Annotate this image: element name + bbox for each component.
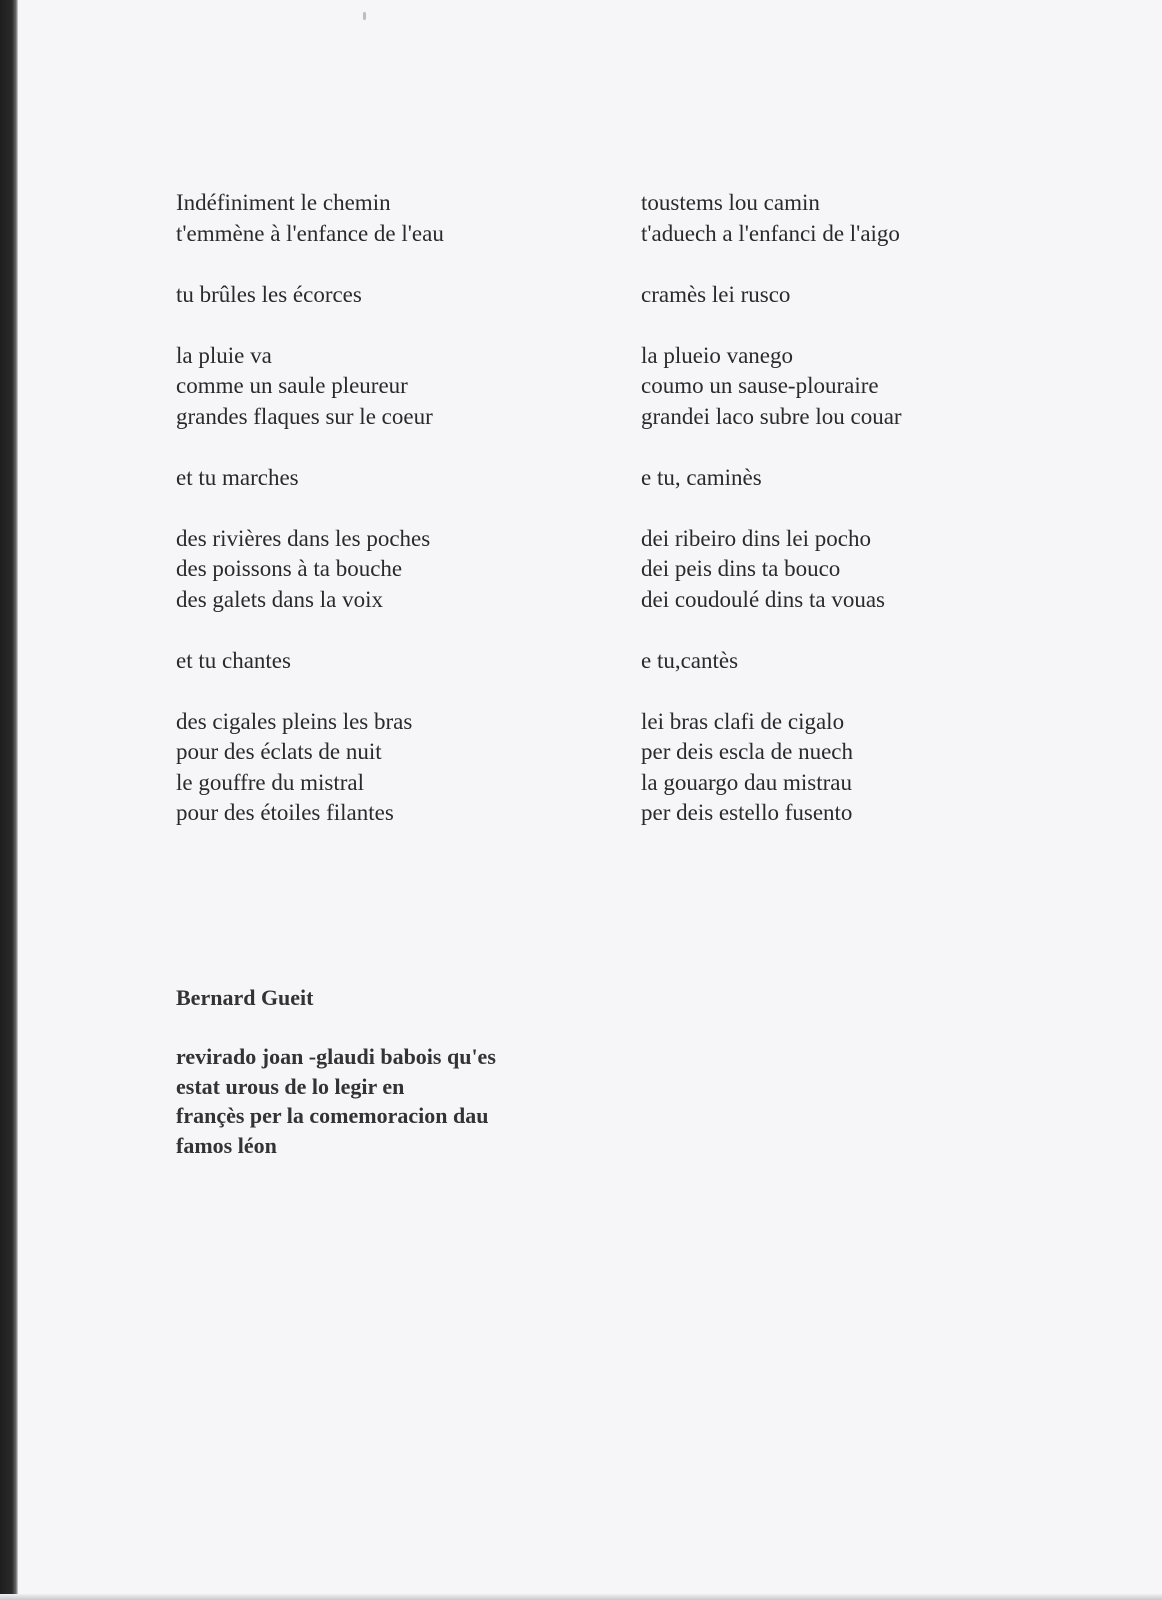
poem-column-french: [176, 188, 596, 829]
stanza: [641, 341, 1101, 433]
poem-line: dei ribeiro dins lei pocho: [641, 525, 871, 551]
stanza: [176, 188, 596, 249]
stanza: [641, 707, 1101, 829]
scan-edge: [0, 0, 18, 1600]
poem-column-occitan: [641, 188, 1101, 829]
poem-line: per deis estello fusento: [641, 800, 853, 825]
poem-line: et tu chantes: [176, 647, 291, 673]
translation-note-line: famos léon: [176, 1132, 277, 1158]
stanza: [176, 341, 596, 433]
stanza: [176, 280, 596, 311]
stanza: [641, 280, 1101, 311]
stanza: [641, 524, 1101, 616]
stanza: [176, 707, 596, 829]
poem-line: la gouargo dau mistrau: [641, 769, 852, 795]
poem-line: des galets dans la voix: [176, 586, 383, 612]
poem-line: toustems lou camin: [641, 190, 820, 215]
stanza: [176, 646, 596, 677]
poem-line: tu brûles les écorces: [176, 281, 362, 307]
author-name: Bernard Gueit: [176, 985, 314, 1010]
poem-line: dei peis dins ta bouco: [641, 556, 841, 581]
poem-line: comme un saule pleureur: [176, 373, 408, 398]
translation-note-line: estat urous de lo legir en: [176, 1073, 405, 1099]
translation-note-line: revirado joan -glaudi babois qu'es: [176, 1044, 496, 1069]
poem-line: le gouffre du mistral: [176, 769, 364, 795]
poem-line: dei coudoulé dins ta vouas: [641, 586, 886, 612]
poem-line: e tu,cantès: [641, 647, 739, 673]
stanza: [641, 646, 1101, 677]
poem-line: des rivières dans les poches: [176, 525, 431, 551]
poem-line: et tu marches: [176, 464, 299, 490]
poem-line: Indéfiniment le chemin: [176, 190, 391, 215]
stanza: [641, 188, 1101, 249]
scan-bottom-edge: [0, 1594, 1162, 1600]
translation-note-line: françès per la comemoracion dau: [176, 1103, 489, 1128]
poem-line: coumo un sause-plouraire: [641, 373, 879, 398]
poem-line: t'aduech a l'enfanci de l'aigo: [641, 220, 900, 246]
poem-line: des poissons à ta bouche: [176, 556, 403, 581]
stanza: [176, 524, 596, 616]
poem-line: pour des éclats de nuit: [176, 739, 382, 764]
poem-line: cramès lei rusco: [641, 281, 791, 307]
poem-line: t'emmène à l'enfance de l'eau: [176, 220, 444, 246]
scan-speck: [363, 12, 366, 20]
stanza: [641, 463, 1101, 494]
poem-line: la pluie va: [176, 342, 272, 368]
poem-line: lei bras clafi de cigalo: [641, 708, 845, 734]
credits-block: [176, 983, 596, 1160]
poem-line: pour des étoiles filantes: [176, 800, 394, 825]
poem-line: e tu, caminès: [641, 464, 762, 490]
stanza: [176, 463, 596, 494]
poem-line: grandei laco subre lou couar: [641, 403, 902, 429]
poem-line: des cigales pleins les bras: [176, 708, 413, 734]
poem-line: grandes flaques sur le coeur: [176, 403, 433, 429]
poem-line: per deis escla de nuech: [641, 739, 854, 764]
poem-line: la plueio vanego: [641, 342, 794, 368]
